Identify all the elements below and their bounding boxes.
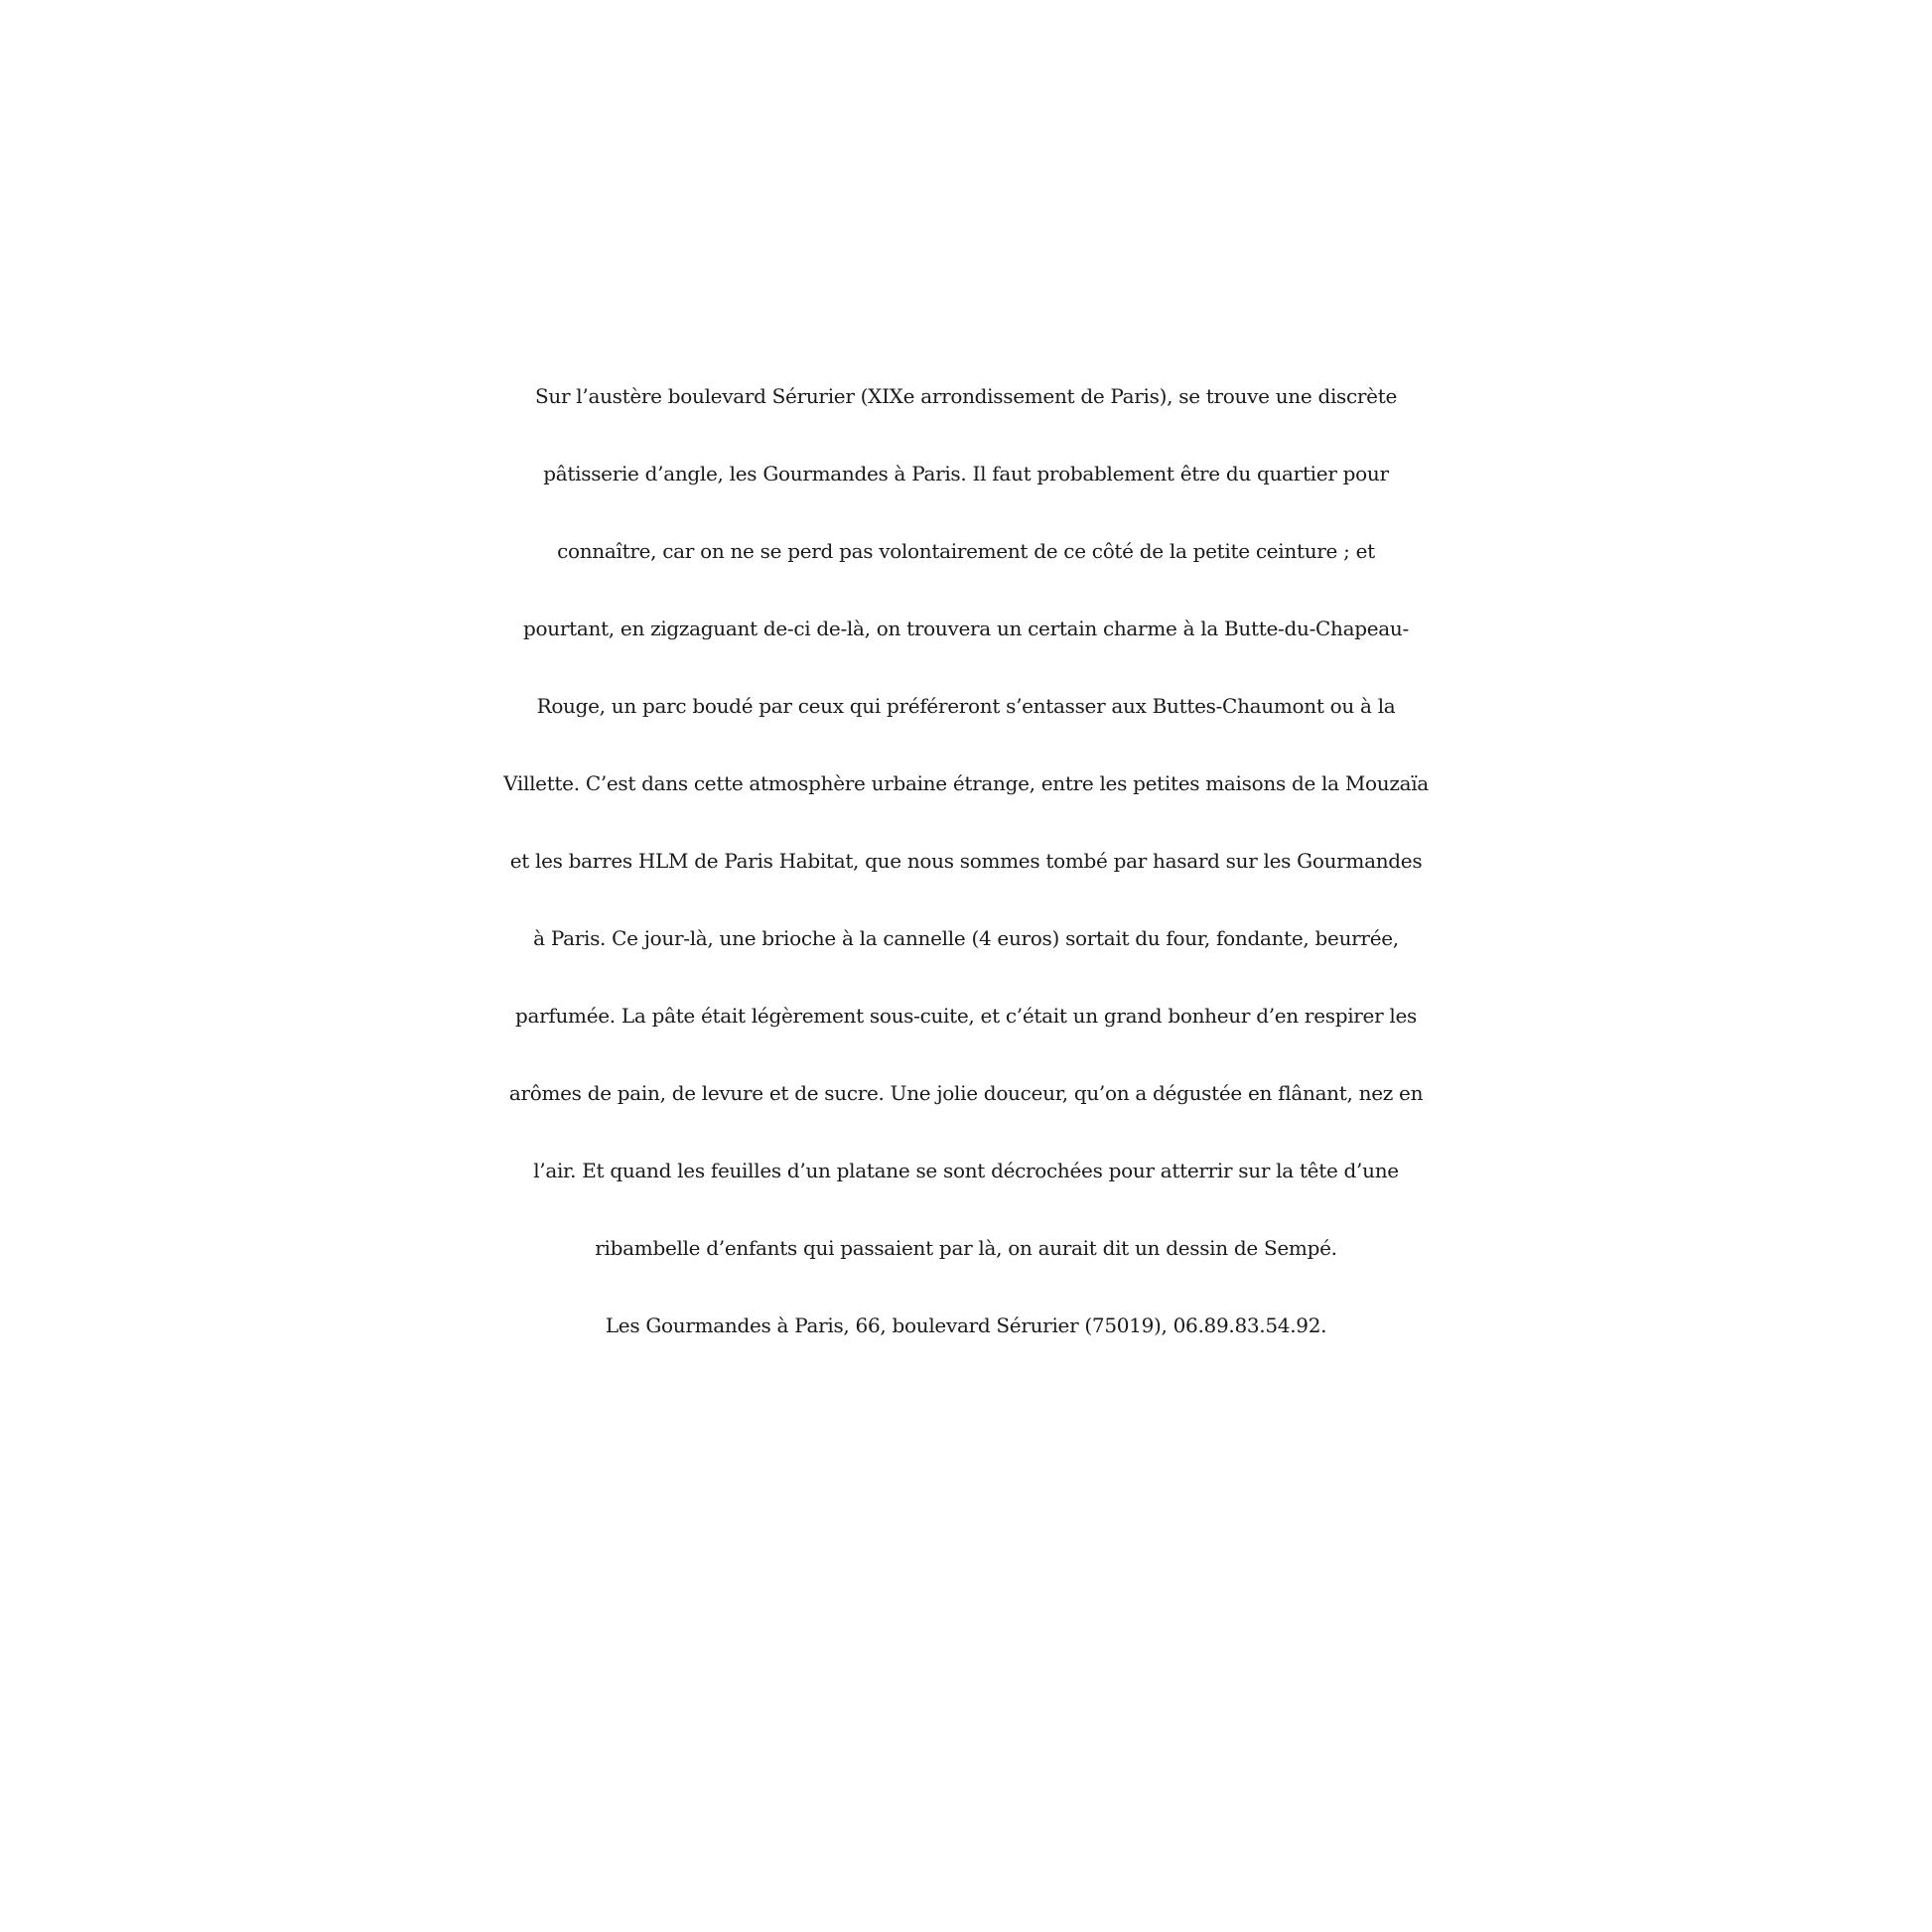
article-text <box>0 357 1932 1364</box>
address-line: Les Gourmandes à Paris, 66, boulevard Sérurier (75019), 06.89.83.54.92. <box>605 1313 1327 1337</box>
paragraph-line: pourtant, en zigzaguant de-ci de-là, on trouvera un certain charme à la Butte-du-Chapeau- <box>523 617 1409 640</box>
paragraph-line: connaître, car on ne se perd pas volontairement de ce côté de la petite ceinture ; et <box>557 539 1375 563</box>
paragraph-line: Rouge, un parc boudé par ceux qui préféreront s’entasser aux Buttes-Chaumont ou à la <box>536 694 1396 718</box>
paragraph-line: et les barres HLM de Paris Habitat, que nous sommes tombé par hasard sur les Gourmandes <box>509 849 1423 873</box>
paragraph-line: Villette. C’est dans cette atmosphère urbaine étrange, entre les petites maisons de la Mouzaïa <box>503 771 1429 795</box>
paragraph-line: l’air. Et quand les feuilles d’un platane se sont décrochées pour atterrir sur la tête d’une <box>533 1159 1399 1182</box>
paragraph-line: ribambelle d’enfants qui passaient par là, on aurait dit un dessin de Sempé. <box>595 1236 1337 1260</box>
paragraph-line: Sur l’austère boulevard Sérurier (XIXe arrondissement de Paris), se trouve une discrète <box>535 384 1397 408</box>
paragraph-line: pâtisserie d’angle, les Gourmandes à Paris. Il faut probablement être du quartier pour <box>543 462 1389 485</box>
paragraph-line: parfumée. La pâte était légèrement sous-cuite, et c’était un grand bonheur d’en respirer les <box>514 1004 1418 1028</box>
paragraph-line: arômes de pain, de levure et de sucre. Une jolie douceur, qu’on a dégustée en flânant, nez en <box>508 1081 1424 1105</box>
paragraph-line: à Paris. Ce jour-là, une brioche à la cannelle (4 euros) sortait du four, fondante, beurrée, <box>533 926 1399 950</box>
